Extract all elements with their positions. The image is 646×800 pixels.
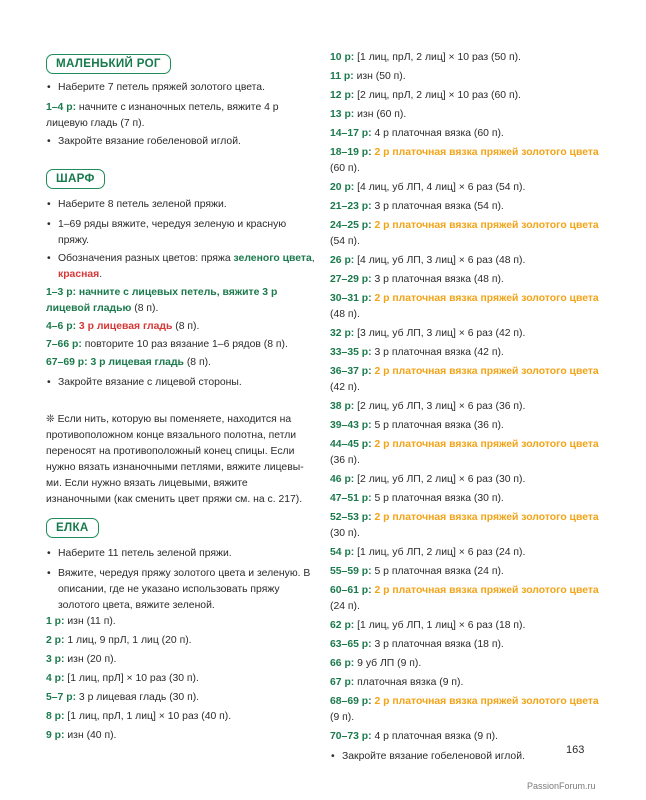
list-item: 63–65 р: 3 р платочная вязка (18 п).: [330, 639, 504, 650]
color-change-note: ❊ Если нить, которую вы поменяете, находится на противоположном конце вязального полотна, петли переносят на противоположный конец спицы. Если нужно вязать изнаночными петлями, вяжите лицевы-ми. Если нужно вязать лицевыми, вяжите изнаночными (как сменить цвет пряжи см. на с. 217).: [46, 414, 304, 505]
list-item: 30–31 р: 2 р платочная вязка пряжей золотого цвета (48 п).: [330, 293, 599, 320]
list-item: 18–19 р: 2 р платочная вязка пряжей золотого цвета (60 п).: [330, 147, 599, 174]
horn-row: 1–4 р: начните с изнаночных петель, вяжите 4 р лицевую гладь (7 п).: [46, 102, 279, 129]
list-item: 26 р: [4 лиц, уб ЛП, 3 лиц] × 6 раз (48 п).: [330, 255, 526, 266]
list-item: 3 р: изн (20 п).: [46, 654, 117, 665]
scarf-bullet-rows: • 1–69 ряды вяжите, чередуя зеленую и красную пряжу.: [46, 217, 320, 249]
list-item: 39–43 р: 5 р платочная вязка (36 п).: [330, 420, 504, 431]
horn-bullet-cast-on: • Наберите 7 петель пряжей золотого цвета.: [46, 80, 320, 96]
scarf-bullet-colors: • Обозначения разных цветов: пряжа зеленого цвета, красная.: [46, 251, 320, 283]
list-item: 5–7 р: 3 р лицевая гладь (30 п).: [46, 692, 200, 703]
tree-bullet-colors: • Вяжите, чередуя пряжу золотого цвета и зеленую. В описании, где не указано использовать пряжу золотого цвета, вяжите зеленой.: [46, 566, 320, 614]
page-number: 163: [566, 744, 585, 756]
list-item: 62 р: [1 лиц, уб ЛП, 1 лиц] × 6 раз (18 п).: [330, 620, 526, 631]
tree-bullet-cast-on: • Наберите 11 петель зеленой пряжи.: [46, 546, 320, 562]
list-item: 44–45 р: 2 р платочная вязка пряжей золотого цвета (36 п).: [330, 439, 599, 466]
list-item: 14–17 р: 4 р платочная вязка (60 п).: [330, 128, 504, 139]
tree-bullet-close: • Закройте вязание гобеленовой иглой.: [330, 749, 600, 765]
list-item: 20 р: [4 лиц, уб ЛП, 4 лиц] × 6 раз (54 п).: [330, 182, 526, 193]
list-item: 55–59 р: 5 р платочная вязка (24 п).: [330, 566, 504, 577]
list-item: 60–61 р: 2 р платочная вязка пряжей золотого цвета (24 п).: [330, 585, 599, 612]
asterisk-icon: ❊: [46, 414, 55, 425]
scarf-row-4: 67–69 р: 3 р лицевая гладь (8 п).: [46, 357, 211, 368]
scarf-bullet-cast-on: • Наберите 8 петель зеленой пряжи.: [46, 197, 320, 213]
scarf-bullet-close: • Закройте вязание с лицевой стороны.: [46, 375, 320, 391]
horn-bullet-close: • Закройте вязание гобеленовой иглой.: [46, 134, 320, 150]
section-title-scarf: ШАРФ: [46, 169, 105, 189]
list-item: 70–73 р: 4 р платочная вязка (9 п).: [330, 731, 499, 742]
tree-rows-right: [330, 50, 600, 745]
list-item: 67 р: платочная вязка (9 п).: [330, 677, 464, 688]
list-item: 24–25 р: 2 р платочная вязка пряжей золотого цвета (54 п).: [330, 220, 599, 247]
list-item: 33–35 р: 3 р платочная вязка (42 п).: [330, 347, 504, 358]
list-item: 11 р: изн (50 п).: [330, 71, 406, 82]
scarf-row-3: 7–66 р: повторите 10 раз вязание 1–6 рядов (8 п).: [46, 339, 288, 350]
section-title-tree: ЕЛКА: [46, 518, 99, 538]
list-item: 13 р: изн (60 п).: [330, 109, 407, 120]
list-item: 68–69 р: 2 р платочная вязка пряжей золотого цвета (9 п).: [330, 696, 599, 723]
list-item: 46 р: [2 лиц, уб ЛП, 2 лиц] × 6 раз (30 п).: [330, 474, 526, 485]
list-item: 52–53 р: 2 р платочная вязка пряжей золотого цвета (30 п).: [330, 512, 599, 539]
list-item: 38 р: [2 лиц, уб ЛП, 3 лиц] × 6 раз (36 п).: [330, 401, 526, 412]
list-item: 47–51 р: 5 р платочная вязка (30 п).: [330, 493, 504, 504]
list-item: 54 р: [1 лиц, уб ЛП, 2 лиц] × 6 раз (24 п).: [330, 547, 526, 558]
list-item: 21–23 р: 3 р платочная вязка (54 п).: [330, 201, 504, 212]
tree-rows-left: [46, 614, 308, 747]
right-column: [330, 50, 600, 765]
list-item: 9 р: изн (40 п).: [46, 730, 117, 741]
list-item: 8 р: [1 лиц, прЛ, 1 лиц] × 10 раз (40 п).: [46, 711, 232, 722]
list-item: 27–29 р: 3 р платочная вязка (48 п).: [330, 274, 504, 285]
list-item: 10 р: [1 лиц, прЛ, 2 лиц] × 10 раз (50 п).: [330, 52, 521, 63]
watermark: PassionForum.ru: [527, 781, 596, 791]
list-item: 2 р: 1 лиц, 9 прЛ, 1 лиц (20 п).: [46, 635, 192, 646]
scarf-row-2: 4–6 р: 3 р лицевая гладь (8 п).: [46, 321, 200, 332]
scarf-row-1: 1–3 р: начните с лицевых петель, вяжите 3 р лицевой гладью (8 п).: [46, 287, 278, 314]
list-item: 32 р: [3 лиц, уб ЛП, 3 лиц] × 6 раз (42 п).: [330, 328, 526, 339]
list-item: 36–37 р: 2 р платочная вязка пряжей золотого цвета (42 п).: [330, 366, 599, 393]
list-item: 4 р: [1 лиц, прЛ] × 10 раз (30 п).: [46, 673, 199, 684]
list-item: 1 р: изн (11 п).: [46, 616, 116, 627]
list-item: 12 р: [2 лиц, прЛ, 2 лиц] × 10 раз (60 п).: [330, 90, 521, 101]
list-item: 66 р: 9 уб ЛП (9 п).: [330, 658, 422, 669]
section-title-horn: МАЛЕНЬКИЙ РОГ: [46, 54, 171, 74]
